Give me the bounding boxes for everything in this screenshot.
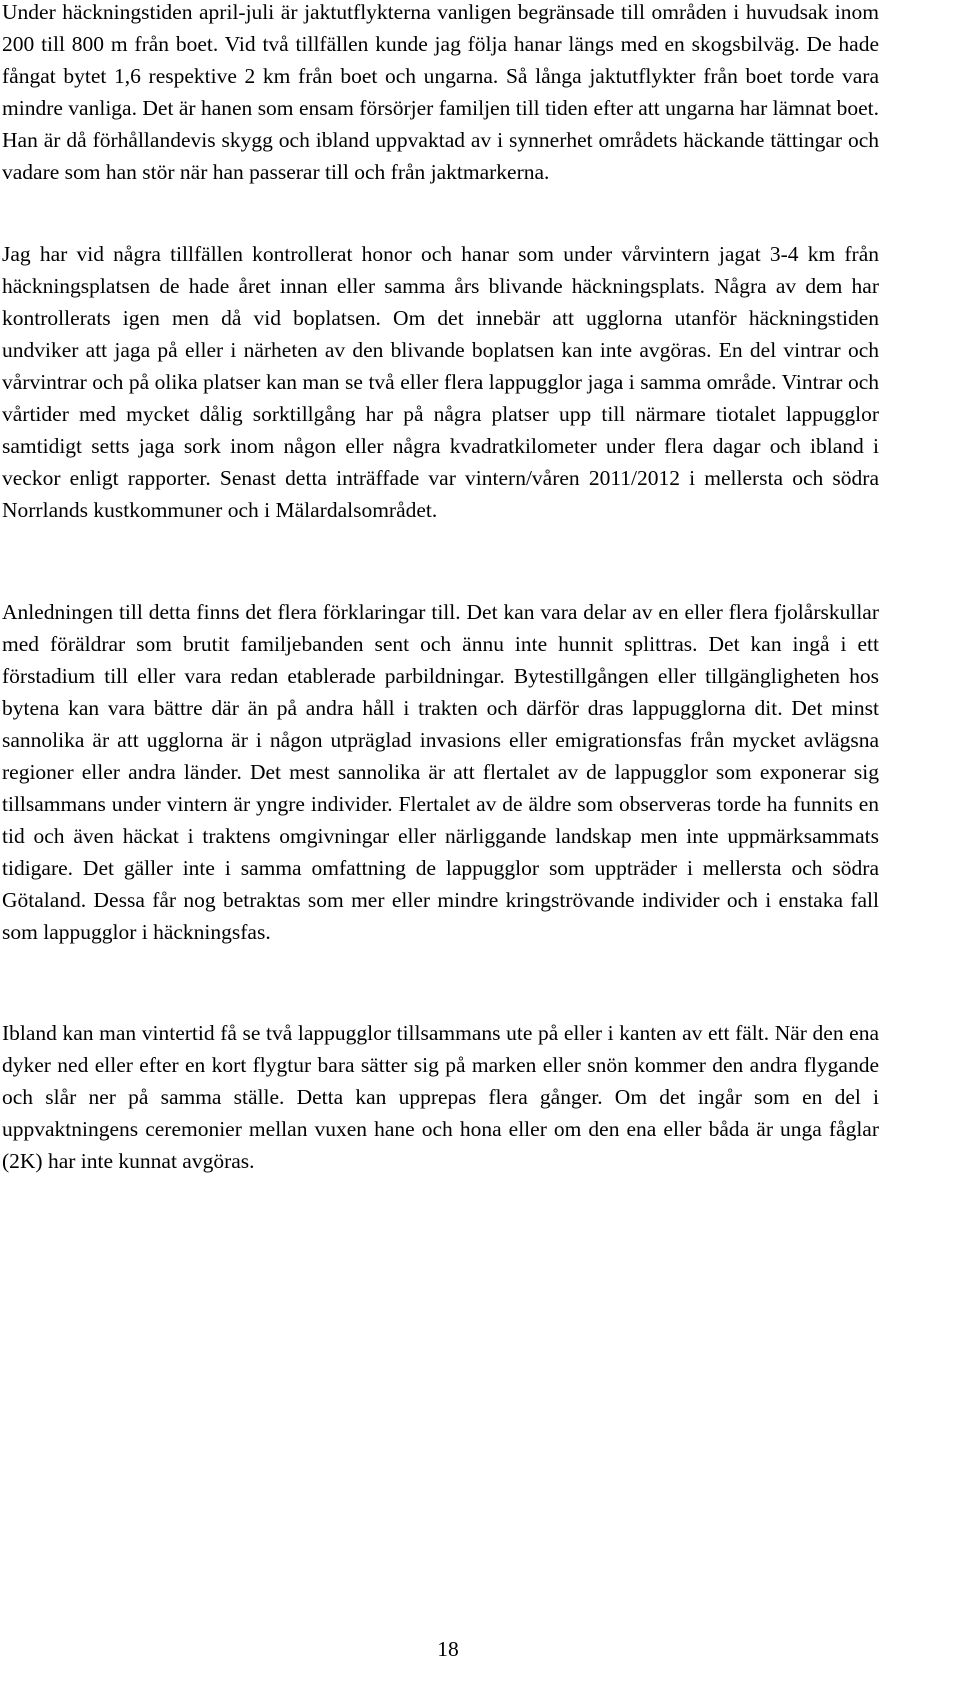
body-paragraph-3: Anledningen till detta finns det flera förklaringar till. Det kan vara delar av en eller flera fjolårskullar med föräldrar som brutit familjebanden sent och ännu inte hunnit splittras. Det kan ingå i ett förstadium till eller vara redan etablerade parbildningar. Bytestillgången eller tillgängligheten hos bytena kan vara bättre där än på andra håll i trakten och därför dras lappugglorna dit. Det minst sannolika är att ugglorna är i någon utpräglad invasions eller emigrationsfas från mycket avlägsna regioner eller andra länder. Det mest sannolika är att flertalet av de lappugglor som exponerar sig tillsammans under vintern är yngre individer. Flertalet av de äldre som observeras torde ha funnits en tid och även häckat i traktens omgivningar eller närliggande landskap men inte uppmärksammats tidigare. Det gäller inte i samma omfattning de lappugglor som uppträder i mellersta och södra Götaland. Dessa får nog betraktas som mer eller mindre kringströvande individer och i enstaka fall som lappugglor i häckningsfas. [2,600,879,945]
page-number: 18 [437,1637,459,1661]
body-paragraph-4: Ibland kan man vintertid få se två lappugglor tillsammans ute på eller i kanten av ett fält. När den ena dyker ned eller efter en kort flygtur bara sätter sig på marken eller snön kommer den andra flygande och slår ner på samma ställe. Detta kan upprepas flera gånger. Om det ingår som en del i uppvaktningens ceremonier mellan vuxen hane och hona eller om den ena eller båda är unga fåglar (2K) har inte kunnat avgöras. [2,1021,879,1174]
body-paragraph-1: Under häckningstiden april-juli är jaktutflykterna vanligen begränsade till områden i huvudsak inom 200 till 800 m från boet. Vid två tillfällen kunde jag följa hanar längs med en skogsbilväg. De hade fångat bytet 1,6 respektive 2 km från boet och ungarna. Så långa jaktutflykter från boet torde vara mindre vanliga. Det är hanen som ensam försörjer familjen till tiden efter att ungarna har lämnat boet. Han är då förhållandevis skygg och ibland uppvaktad av i synnerhet områdets häckande tättingar och vadare som han stör när han passerar till och från jaktmarkerna. [2,0,879,185]
body-paragraph-2: Jag har vid några tillfällen kontrollerat honor och hanar som under vårvintern jagat 3-4 km från häckningsplatsen de hade året innan eller samma års blivande häckningsplats. Några av dem har kontrollerats igen men då vid boplatsen. Om det innebär att ugglorna utanför häckningstiden undviker att jaga på eller i närheten av den blivande boplatsen kan inte avgöras. En del vintrar och vårvintrar och på olika platser kan man se två eller flera lappugglor jaga i samma område. Vintrar och vårtider med mycket dålig sorktillgång har på några platser upp till närmare tiotalet lappugglor samtidigt setts jaga sork inom någon eller några kvadratkilometer under flera dagar och ibland i veckor enligt rapporter. Senast detta inträffade var vintern/våren 2011/2012 i mellersta och södra Norrlands kustkommuner och i Mälardalsområdet. [2,242,879,523]
